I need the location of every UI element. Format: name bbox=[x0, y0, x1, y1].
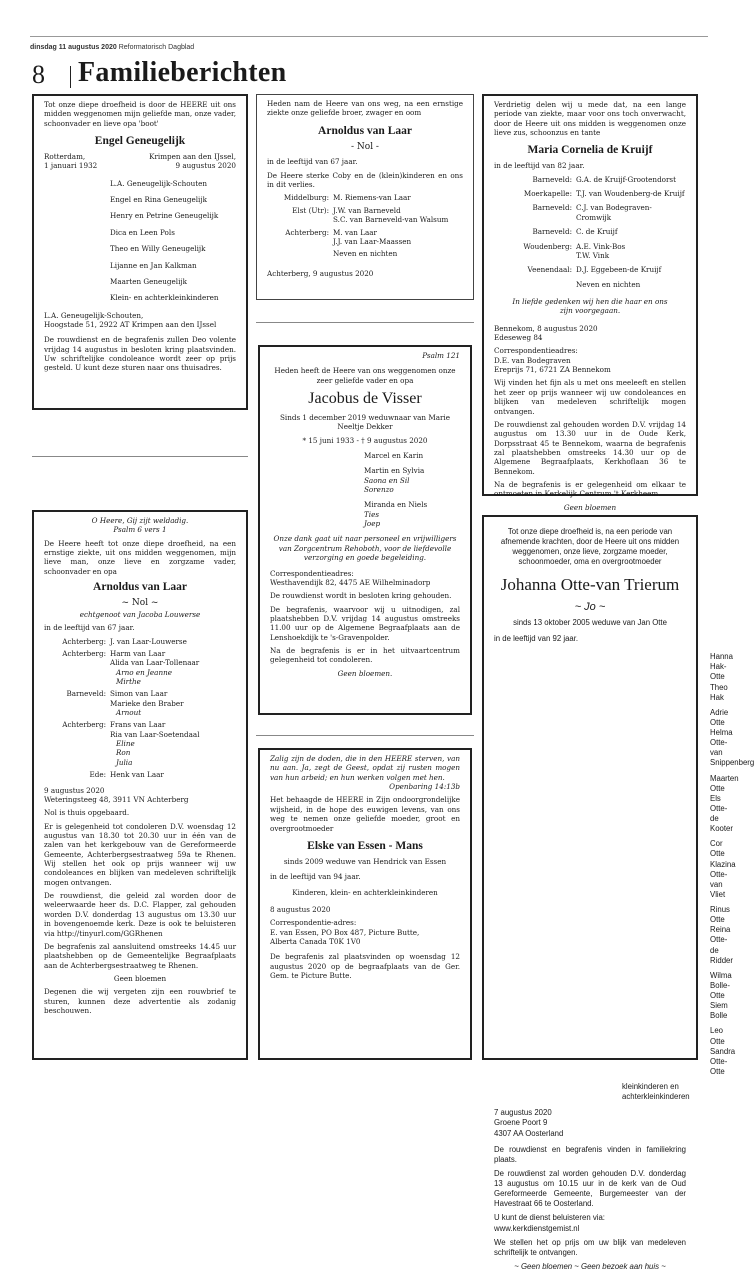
relative-name: Simon van Laar bbox=[110, 689, 168, 699]
place-date: 9 augustus 2020 bbox=[44, 785, 105, 795]
notice-arnoldus-van-laar-family bbox=[256, 94, 474, 300]
family-list bbox=[494, 652, 754, 1102]
relatives-table bbox=[44, 637, 236, 780]
deceased-name: Elske van Essen - Mans bbox=[307, 839, 423, 852]
condolence-text: We stellen het op prijs om uw blijk van medeleven schriftelijk te ontvangen. bbox=[494, 1237, 686, 1257]
home-address bbox=[44, 311, 236, 330]
family-member: Rinus Otte bbox=[710, 905, 730, 925]
death-date: 9 augustus 2020 bbox=[175, 161, 236, 171]
relative-name: Henk van Laar bbox=[110, 770, 164, 780]
deceased-name: Arnoldus van Laar bbox=[318, 124, 412, 137]
relative-name: Neven en nichten bbox=[576, 279, 641, 289]
age-text: in de leeftijd van 67 jaar. bbox=[44, 623, 135, 633]
life-dates: * 15 juni 1933 - † 9 augustus 2020 bbox=[302, 435, 428, 445]
grandchild: Arnout bbox=[116, 708, 142, 718]
notice-intro: Verdrietig delen wij u mede dat, na een lange periode van ziekte, maar voor ons toch onverwacht, door de Heere uit ons midden is weggenomen onze lieve zus, schoonzus en tante bbox=[494, 100, 686, 138]
separator bbox=[256, 322, 474, 323]
relative-name: A.E. Vink-Bos bbox=[576, 241, 626, 251]
family-member: Lijanne en Jan Kalkman bbox=[110, 260, 197, 270]
gathering-text: Na de begrafenis is er gelegenheid om elkaar te ontmoeten in Kerkelijk Centrum 't Kerkheem. bbox=[494, 480, 686, 499]
family-member: Martin en Sylvia bbox=[364, 466, 425, 476]
grandchild: Saona en Sil bbox=[364, 475, 410, 485]
relative-place: Achterberg: bbox=[62, 636, 106, 646]
relative-name: C. de Kruijf bbox=[576, 227, 618, 237]
grandchild: Ties bbox=[364, 509, 380, 519]
relative-name: Harm van Laar bbox=[110, 648, 166, 658]
separator bbox=[256, 735, 474, 736]
birth-date: 1 januari 1932 bbox=[44, 161, 98, 171]
burial-text: De begrafenis zal plaatsvinden op woensdag 12 augustus 2020 op de begraafplaats van de Ger. Gem. te Picture Butte. bbox=[270, 952, 460, 981]
verse-reference: Openbaring 14:13b bbox=[389, 782, 460, 792]
bible-verse: Zalig zijn de doden, die in den HEERE sterven, van nu aan. Ja, zegt de Geest, opdat zij rusten mogen van hun arbeid; en hun werken volgen met hen. bbox=[270, 754, 460, 782]
title-divider bbox=[70, 66, 71, 88]
relative-name: C.J. van Bodegraven-Cromwijk bbox=[576, 203, 652, 222]
masthead bbox=[30, 44, 194, 51]
lying-in-state: Nol is thuis opgebaard. bbox=[44, 808, 130, 818]
notice-engel-geneugelijk bbox=[32, 94, 248, 410]
family-member: Siem Bolle bbox=[710, 1001, 728, 1021]
notice-intro: Tot onze diepe droefheid is door de HEERE uit ons midden weggenomen mijn geliefde man, onze vader, schoonvader en lieve opa 'boot' bbox=[44, 100, 236, 128]
relative-place: Barneveld: bbox=[532, 174, 572, 184]
relative-name: Neven en nichten bbox=[333, 249, 398, 259]
family-member: Klazina Otte-van Vliet bbox=[710, 859, 736, 899]
relative-place: Ede: bbox=[89, 770, 106, 780]
notice-intro: Het behaagde de HEERE in Zijn ondoorgrondelijke wijsheid, in de hope des euwigen levens, van ons weg te nemen onze geliefde moeder, groot en overgrootmoeder bbox=[270, 795, 460, 833]
missed-letter-text: Degenen die wij vergeten zijn een rouwbrief te sturen, kunnen deze advertentie als zodanig beschouwen. bbox=[44, 987, 236, 1016]
age-text: in de leeftijd van 67 jaar. bbox=[267, 157, 358, 167]
relative-place: Elst (Utr): bbox=[292, 205, 329, 215]
place-date: Achterberg, 9 augustus 2020 bbox=[267, 268, 374, 278]
address-line: Groene Poort 9 bbox=[494, 1118, 548, 1128]
newspaper-name: Reformatorisch Dagblad bbox=[118, 44, 195, 51]
widower-text: Sinds 1 december 2019 weduwnaar van Marie Neeltje Dekker bbox=[280, 412, 450, 432]
relative-place: Barneveld: bbox=[66, 689, 106, 699]
relatives-table bbox=[267, 193, 463, 258]
grandchild: Sorenzo bbox=[364, 485, 394, 495]
family-member: Marcel en Karin bbox=[364, 450, 424, 460]
birth-place: Rotterdam, bbox=[44, 152, 86, 162]
family-member: Els Otte-de Kooter bbox=[710, 793, 733, 834]
relative-place: Achterberg: bbox=[62, 648, 106, 658]
listen-text: U kunt de dienst beluisteren via: bbox=[494, 1213, 605, 1223]
family-member: Henry en Petrine Geneugelijk bbox=[110, 211, 219, 221]
relative-place: Achterberg: bbox=[285, 227, 329, 237]
family-couple bbox=[534, 905, 733, 966]
family-member: Theo Hak bbox=[710, 682, 728, 702]
notice-maria-cornelia-de-kruijf bbox=[482, 94, 698, 512]
deceased-name: Jacobus de Visser bbox=[308, 390, 422, 408]
condolence-text: Wij vinden het fijn als u met ons meeleeft en stellen het zeer op prijs wanneer wij uw condoleances en blijken van medeleven schriftelijk mogen ontvangen. bbox=[494, 378, 686, 416]
nickname: - Nol - bbox=[351, 141, 379, 152]
correspondence-address: E. van Essen, PO Box 487, Picture Butte, bbox=[270, 927, 420, 937]
family-couple bbox=[534, 707, 754, 769]
relative-name: M. van Laar bbox=[333, 227, 377, 237]
thanks-text: Onze dank gaat uit naar personeel en vrijwilligers van Zorgcentrum Rehoboth, voor de liefdevolle verzorging en goede begeleiding. bbox=[273, 534, 457, 563]
no-flowers: Geen bloemen. bbox=[337, 668, 393, 678]
relative-name: Frans van Laar bbox=[110, 720, 166, 730]
family-list bbox=[44, 179, 236, 303]
relative-name: Marieke den Braber bbox=[110, 698, 184, 708]
family-member: Helma Otte-van Snippenberg bbox=[710, 728, 754, 768]
family-member: Theo en Willy Geneugelijk bbox=[110, 244, 206, 254]
service-text: De rouwdienst zal worden gehouden D.V. donderdag 13 augustus om 10.15 uur in de kerk van de Oud Gereformeerde Gemeente, Burgemeester van der Havestraat 66 te Oosterland. bbox=[494, 1168, 686, 1209]
relative-place: Veenendaal: bbox=[527, 265, 572, 275]
relative-place: Woudenberg: bbox=[523, 241, 572, 251]
family-member: L.A. Geneugelijk-Schouten bbox=[110, 178, 207, 188]
service-text: De rouwdienst wordt in besloten kring gehouden. bbox=[270, 591, 452, 601]
address-line: L.A. Geneugelijk-Schouten, bbox=[44, 310, 144, 320]
family-member: Reina Otte-de Ridder bbox=[710, 925, 733, 965]
family-member: Sandra Otte-Otte bbox=[710, 1046, 736, 1076]
notice-jacobus-de-visser bbox=[258, 345, 472, 715]
home-address: Edeseweg 84 bbox=[494, 333, 543, 343]
deceased-name: Maria Cornelia de Kruijf bbox=[527, 144, 653, 157]
correspondence-address: D.E. van Bodegraven bbox=[494, 355, 571, 365]
relative-place: Barneveld: bbox=[532, 203, 572, 213]
closing-text: ~ Geen bloemen ~ Geen bezoek aan huis ~ bbox=[514, 1261, 666, 1271]
condolence-text: Er is gelegenheid tot condoleren D.V. woensdag 12 augustus van 18.30 tot 20.30 uur in één van de zalen van het kerkgebouw van de Gereformeerde Gemeente, Achterbergsestraatweg 59a te Rhenen. Wij stellen het ook op prijs wanneer wij uw condoleances en blijken van medeleven schriftelijk mogen ontvangen. bbox=[44, 821, 236, 887]
address-line: 4307 AA Oosterland bbox=[494, 1128, 564, 1138]
notice-arnoldus-van-laar bbox=[32, 510, 248, 1060]
family-couple bbox=[534, 652, 733, 703]
family-member: Wilma Bolle-Otte bbox=[710, 970, 732, 1001]
relative-name: T.W. Vink bbox=[576, 250, 610, 260]
section-title: Familieberichten bbox=[78, 57, 287, 88]
age-text: in de leeftijd van 92 jaar. bbox=[494, 634, 579, 644]
grandchild: Joep bbox=[364, 519, 381, 529]
grandchild: Julia bbox=[116, 757, 133, 767]
verse-reference: Psalm 6 vers 1 bbox=[113, 525, 167, 535]
service-text: De rouwdienst, die geleid zal worden door de weleerwaarde heer ds. D.C. Flapper, zal gehouden worden D.V. donderdag 13 augustus om 13.30 uur in bovengenoemde kerk. Deze is ook te beluisteren via http://tinyurl.com/GGRhenen bbox=[44, 891, 236, 938]
issue-date: dinsdag 11 augustus 2020 bbox=[30, 44, 117, 51]
place-date: 7 augustus 2020 bbox=[494, 1108, 552, 1118]
private-service-text: De rouwdienst en begrafenis vinden in familiekring plaats. bbox=[494, 1144, 686, 1164]
relative-place: Barneveld: bbox=[532, 227, 572, 237]
widow-text: sinds 13 oktober 2005 weduwe van Jan Otte bbox=[513, 617, 667, 627]
nickname: ~ Nol ~ bbox=[121, 598, 159, 609]
correspondence-address: Alberta Canada T0K 1V0 bbox=[270, 936, 361, 946]
correspondence-label: Correspondentieadres: bbox=[270, 568, 354, 578]
burial-text: De begrafenis, waarvoor wij u uitnodigen, zal plaatshebben D.V. vrijdag 14 augustus omstreeks 11.00 uur op de Algemene Begraafplaats aan de Lenshoekdijk te 's-Gravenpolder. bbox=[270, 604, 460, 642]
deceased-name: Johanna Otte-van Trierum bbox=[500, 574, 680, 594]
family-couple bbox=[534, 970, 732, 1022]
correspondence-address: Westhavendijk 82, 4475 AE Wilhelminadorp bbox=[270, 577, 431, 587]
birth-death-places bbox=[44, 152, 236, 171]
deceased-name: Arnoldus van Laar bbox=[93, 581, 187, 594]
top-rule bbox=[30, 36, 708, 37]
memorial-quote: In liefde gedenken wij hen die haar en ons zijn voorgegaan. bbox=[512, 296, 668, 316]
closing-text: De rouwdienst en de begrafenis zullen Deo volente vrijdag 14 augustus in besloten kring plaatsvinden. Uw schriftelijke condoleance wordt zeer op prijs gesteld. U kunt deze sturen naar ons thuisadres. bbox=[44, 335, 236, 373]
place-date: Bennekom, 8 augustus 2020 bbox=[494, 323, 598, 333]
home-address: Weteringsteeg 48, 3911 VN Achterberg bbox=[44, 794, 189, 804]
grandchild: Arno en Jeanne bbox=[116, 667, 172, 677]
notice-elske-van-essen-mans bbox=[258, 748, 472, 1060]
stream-url: www.kerkdienstgemist.nl bbox=[494, 1223, 580, 1233]
family-member: Maarten Otte bbox=[710, 773, 739, 793]
correspondence-label: Correspondentie-adres: bbox=[270, 918, 357, 928]
relative-place: Middelburg: bbox=[283, 193, 329, 203]
grandchild: Eline bbox=[116, 739, 135, 749]
relative-name: Ria van Laar-Soetendaal bbox=[110, 729, 200, 739]
grandchild: Ron bbox=[116, 748, 131, 758]
family-couple bbox=[534, 1026, 736, 1077]
relative-name: G.A. de Kruijf-Grootendorst bbox=[576, 174, 677, 184]
relative-name: S.C. van Barneveld-van Walsum bbox=[333, 215, 449, 225]
spouse-text: echtgenoot van Jacoba Louwerse bbox=[79, 609, 201, 619]
relative-name: M. Riemens-van Laar bbox=[333, 193, 411, 203]
burial-text: De begrafenis zal aansluitend omstreeks 14.45 uur plaatshebben op de Gemeentelijke Begraafplaats aan de Achterbergsestraatweg te Rhenen. bbox=[44, 941, 236, 970]
psalm-reference: Psalm 121 bbox=[422, 351, 460, 360]
place-date: 8 augustus 2020 bbox=[270, 904, 331, 914]
family-member: Cor Otte bbox=[710, 839, 725, 859]
family-member: Leo Otte bbox=[710, 1026, 725, 1046]
deceased-name: Engel Geneugelijk bbox=[94, 135, 186, 148]
family-member: Maarten Geneugelijk bbox=[110, 276, 187, 286]
family-member: Hanna Hak-Otte bbox=[710, 652, 733, 682]
notice-intro: Heden nam de Heere van ons weg, na een ernstige ziekte onze geliefde broer, zwager en oom bbox=[267, 99, 463, 118]
death-place: Krimpen aan den IJssel, bbox=[149, 152, 236, 162]
nickname: ~ Jo ~ bbox=[574, 600, 606, 613]
widow-text: sinds 2009 weduwe van Hendrick van Essen bbox=[283, 856, 447, 866]
family-member: kleinkinderen en achterkleinkinderen bbox=[622, 1082, 690, 1102]
no-flowers: Geen bloemen bbox=[563, 502, 617, 512]
relative-name: D.J. Eggebeen-de Kruijf bbox=[576, 265, 662, 275]
condolence-text: Na de begrafenis is er in het uitvaartcentrum gelegenheid tot condoleren. bbox=[270, 646, 460, 665]
wishes-text: De Heere sterke Coby en de (klein)kinderen en ons in dit verlies. bbox=[267, 170, 463, 190]
family-member: Engel en Rina Geneugelijk bbox=[110, 195, 207, 205]
page-number: 8 bbox=[32, 60, 45, 89]
family-member: Adrie Otte bbox=[710, 707, 729, 727]
family-text: Kinderen, klein- en achterkleinkinderen bbox=[292, 887, 438, 897]
family-member: Dica en Leen Pols bbox=[110, 227, 175, 237]
age-text: in de leeftijd van 82 jaar. bbox=[494, 161, 585, 171]
notice-johanna-otte-van-trierum bbox=[482, 515, 754, 1271]
relative-name: J. van Laar-Louwerse bbox=[110, 636, 187, 646]
notice-intro: Tot onze diepe droefheid is, na een periode van afnemende krachten, door de Heere uit ons midden weggenomen, onze lieve, zorgzame moeder, schoonmoeder, oma en overgrootmoeder bbox=[500, 527, 680, 567]
relatives-table bbox=[494, 175, 686, 289]
notice-intro: Heden heeft de Heere van ons weggenomen onze zeer geliefde vader en opa bbox=[274, 366, 456, 385]
separator bbox=[32, 456, 248, 457]
service-text: De rouwdienst zal gehouden worden D.V. vrijdag 14 augustus om 13.30 uur in de Oude Kerk, Dorpsstraat 45 te Bennekom, waarna de begrafenis zal plaatshebben omstreeks 14.30 uur op de Algemene Begraafplaats, Kerkhoflaan 36 te Bennekom. bbox=[494, 419, 686, 476]
relative-name: Alida van Laar-Tollenaar bbox=[110, 658, 200, 668]
address-line: Hoogstade 51, 2922 AT Krimpen aan den IJssel bbox=[44, 319, 217, 329]
relative-place: Moerkapelle: bbox=[523, 189, 572, 199]
relative-name: T.J. van Woudenberg-de Kruijf bbox=[576, 189, 685, 199]
grandchild: Mirthe bbox=[116, 676, 141, 686]
family-couple bbox=[534, 839, 736, 900]
relative-name: J.J. van Laar-Maassen bbox=[333, 236, 412, 246]
relative-name: J.W. van Barneveld bbox=[333, 205, 401, 215]
relative-place: Achterberg: bbox=[62, 720, 106, 730]
family-member: Klein- en achterkleinkinderen bbox=[110, 293, 219, 303]
bible-verse: O Heere, Gij zijt weldadig. bbox=[91, 516, 189, 525]
family-list bbox=[270, 451, 460, 529]
correspondence-address: Ereprijs 71, 6721 ZA Bennekom bbox=[494, 365, 611, 375]
no-flowers: Geen bloemen bbox=[113, 974, 167, 983]
family-member: Miranda en Niels bbox=[364, 500, 428, 510]
family-couple bbox=[534, 773, 739, 835]
age-text: in de leeftijd van 94 jaar. bbox=[270, 872, 361, 882]
correspondence-label: Correspondentieadres: bbox=[494, 346, 578, 356]
notice-intro: De Heere heeft tot onze diepe droefheid, na een ernstige ziekte, uit ons midden weggenomen, mijn lieve man, onze lieve en zorgzame vader, schoonvader en opa bbox=[44, 538, 236, 576]
